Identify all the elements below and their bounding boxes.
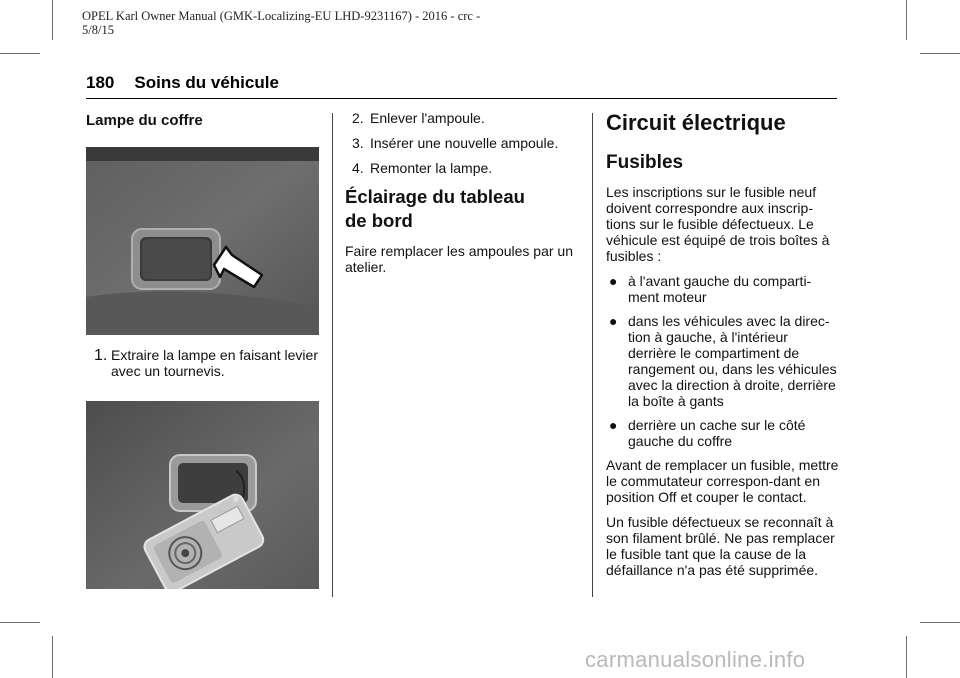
heading-trunk-lamp: Lampe du coffre [86,112,203,129]
crop-mark-bottom-right-h [920,622,960,623]
bullet-symbol: ● [609,313,618,329]
column-2 [345,110,577,284]
trunk-lamp-illustration [86,147,319,335]
crop-mark-bottom-left-h [0,622,40,623]
step-2 [345,110,577,126]
step-text: Extraire la lampe en faisant levier avec un tournevis. [111,347,318,379]
bullet-item [606,417,840,449]
step-text: Insérer une nouvelle ampoule. [370,135,559,151]
photo-trunk-lamp [86,147,319,335]
watermark-text: carmanualsonline.info [585,647,806,672]
column-divider-2 [592,113,593,597]
bullet-item [606,273,840,305]
step-number: 1. [94,347,108,364]
step-number: 3. [352,135,364,151]
crop-mark-bottom-left [52,636,53,678]
header-rule [86,98,837,99]
bullet-text: derrière un cache sur le côté gauche du coffre [628,417,806,449]
step-number: 4. [352,160,364,176]
column-divider-1 [332,113,333,597]
step-3 [345,135,577,151]
step-text: Remonter la lampe. [370,160,493,176]
photo-lamp-removed [86,401,319,589]
lamp-removed-illustration [86,401,319,589]
bullet-text: à l'avant gauche du comparti-ment moteur [628,273,812,305]
paragraph-before-replacing: Avant de remplacer un fusible, mettre le commutateur correspon-dant en position Off et couper le contact. [606,457,839,505]
heading-fuses: Fusibles [606,152,684,173]
page-number: 180 [86,73,115,92]
print-header-note: OPEL Karl Owner Manual (GMK-Localizing-EU LHD-9231167) - 2016 - crc - 5/8/15 [82,9,481,37]
heading-line-2: de bord [345,210,413,231]
step-number: 2. [352,110,364,126]
crop-mark-top-right-h [920,53,960,54]
heading-line-1: Éclairage du tableau [345,186,525,207]
section-title: Soins du véhicule [134,73,279,92]
bullet-text: dans les véhicules avec la direc-tion à gauche, à l'intérieur derrière le compartiment de rangement ou, dans les véhicules avec la direction à droite, derrière la boîte à gants [628,313,837,409]
bullet-symbol: ● [609,417,618,433]
step-4 [345,160,577,176]
crop-mark-bottom-right [906,636,907,678]
crop-mark-top-left [52,0,53,40]
step-1 [86,347,320,379]
step-text: Enlever l'ampoule. [370,110,485,126]
paragraph-defective-fuse: Un fusible défectueux se reconnaît à son filament brûlé. Ne pas remplacer le fusible tant que la cause de la défaillance n'a pas été supprimée. [606,514,835,578]
crop-mark-top-right [906,0,907,40]
bullet-item [606,313,840,409]
column-3 [606,110,840,587]
running-head [86,73,279,93]
bullet-symbol: ● [609,273,618,289]
crop-mark-top-left-h [0,53,40,54]
paragraph-fuses-intro: Les inscriptions sur le fusible neuf doivent correspondre aux inscrip-tions sur le fusible défectueux. Le véhicule est équipé de trois boîtes à fusibles : [606,184,830,264]
heading-dashboard-lighting [345,185,577,233]
heading-electrical-circuit: Circuit électrique [606,110,786,135]
column-1 [86,110,320,589]
paragraph-dashboard-lighting: Faire remplacer les ampoules par un atelier. [345,243,573,275]
